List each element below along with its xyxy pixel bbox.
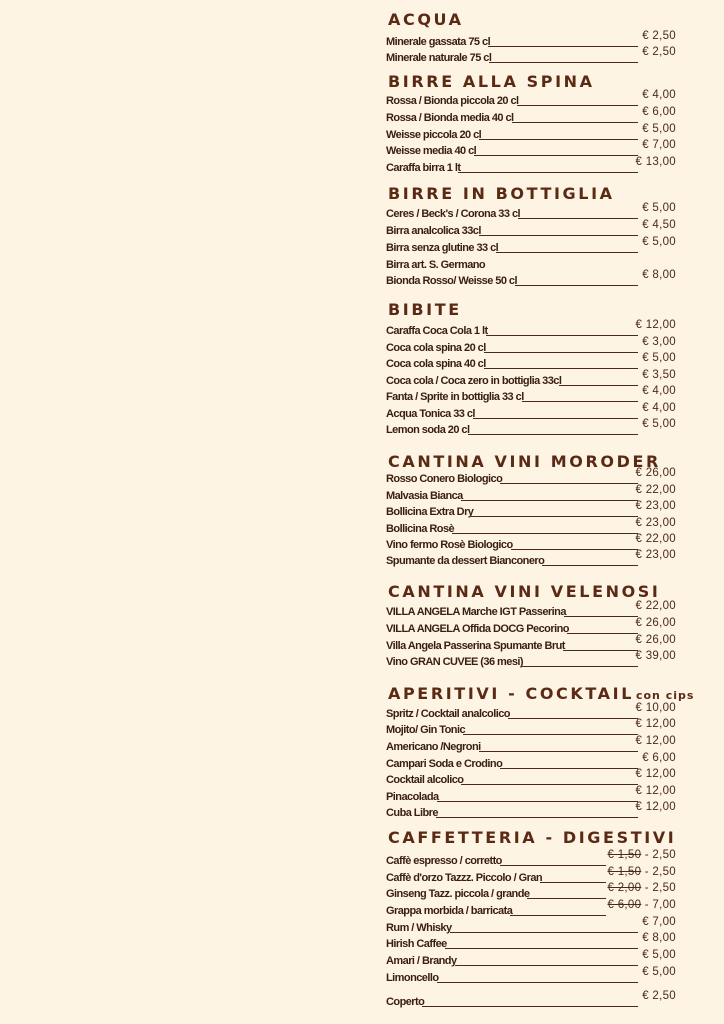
item-price-current: - 2,50 [644, 882, 676, 894]
item-price: € 23,00 [635, 517, 676, 529]
section-title [388, 72, 595, 92]
leader-line [484, 368, 638, 369]
item-price: € 26,00 [635, 617, 676, 629]
item-price: € 22,00 [635, 533, 676, 545]
menu-item [386, 801, 680, 821]
item-price-old: € 1,50 [607, 849, 642, 861]
item-price: € 8,00 [642, 932, 676, 944]
item-price: € 26,00 [635, 634, 676, 646]
item-name: Birra senza glutine 33 cl [386, 242, 499, 254]
item-name: Coperto [386, 996, 425, 1008]
item-name: Grappa morbida / barricata [386, 905, 513, 917]
item-price [608, 848, 677, 862]
item-name: Coca cola / Coca zero in bottiglia 33cl [386, 375, 562, 387]
item-name: Limoncello [386, 972, 439, 984]
leader-line [479, 139, 638, 140]
item-price: € 6,00 [642, 752, 676, 764]
menu-item [386, 402, 680, 422]
menu-item [386, 257, 680, 273]
menu-item [386, 899, 680, 919]
menu-item [386, 916, 680, 936]
item-name: Coca cola spina 40 cl [386, 358, 486, 370]
leader-line [452, 533, 638, 534]
item-price: € 4,00 [642, 402, 676, 414]
item-name: Rossa / Bionda media 40 cl [386, 112, 514, 124]
item-price: € 13,00 [635, 156, 676, 168]
item-price-old: € 2,00 [607, 882, 642, 894]
item-name: Vino fermo Rosè Biologico [386, 539, 513, 551]
item-name: Weisse media 40 cl [386, 145, 477, 157]
leader-line [468, 434, 638, 435]
item-price: € 5,00 [642, 352, 676, 364]
item-price: € 12,00 [635, 785, 676, 797]
leader-line [517, 105, 638, 106]
item-name: Malvasia Bianca [386, 490, 463, 502]
leader-line [512, 122, 638, 123]
section-title-text: CANTINA VINI MORODER [388, 452, 661, 471]
leader-line [455, 965, 638, 966]
menu-item [386, 932, 680, 952]
item-name: Birra art. S. Germano [386, 259, 486, 271]
item-price: € 10,00 [635, 702, 676, 714]
item-name: Caraffa birra 1 lt [386, 162, 461, 174]
section-title-text: BIRRE ALLA SPINA [388, 72, 595, 91]
item-name: Weisse piccola 20 cl [386, 129, 482, 141]
leader-line [567, 633, 638, 634]
item-price: € 4,00 [642, 385, 676, 397]
item-name: Cuba Libre [386, 807, 438, 819]
item-name: VILLA ANGELA Marche IGT Passerina [386, 606, 566, 618]
item-name: Cocktail alcolico [386, 774, 464, 786]
menu-item [386, 352, 680, 372]
leader-line [496, 252, 638, 253]
leader-line [522, 401, 638, 402]
item-price: € 4,00 [642, 89, 676, 101]
section-title [388, 582, 660, 602]
leader-line [479, 235, 638, 236]
item-name: Rossa / Bionda piccola 20 cl [386, 95, 519, 107]
item-price: € 2,50 [642, 990, 676, 1002]
leader-line [437, 982, 638, 983]
leader-line [511, 549, 638, 550]
item-name: Campari Soda e Crodino [386, 758, 503, 770]
item-price: € 2,50 [642, 46, 676, 58]
item-name: Spumante da dessert Bianconero [386, 555, 545, 567]
item-name: Lemon soda 20 cl [386, 424, 470, 436]
leader-line [489, 62, 638, 63]
menu-item [386, 269, 680, 289]
leader-line [564, 616, 638, 617]
menu-item [386, 46, 680, 66]
menu-item [386, 236, 680, 256]
item-price: € 22,00 [635, 600, 676, 612]
leader-line [461, 784, 638, 785]
item-price-current: - 2,50 [644, 866, 676, 878]
leader-line [563, 650, 638, 651]
leader-line [518, 218, 638, 219]
item-name: Vino GRAN CUVEE (36 mesi) [386, 656, 524, 668]
item-name: Fanta / Sprite in bottiglia 33 cl [386, 391, 524, 403]
leader-line [542, 565, 638, 566]
item-name: Americano /Negroni [386, 741, 481, 753]
item-name: Caraffa Coca Cola 1 lt [386, 325, 488, 337]
item-price [608, 881, 677, 895]
item-price: € 23,00 [635, 500, 676, 512]
item-price: € 5,00 [642, 202, 676, 214]
leader-line [461, 500, 638, 501]
item-name: Rosso Conero Biologico [386, 473, 503, 485]
item-name: Ceres / Beck's / Corona 33 cl [386, 208, 521, 220]
item-name: Villa Angela Passerina Spumante Brut [386, 640, 565, 652]
item-name: Minerale naturale 75 cl [386, 52, 492, 64]
item-price-current: - 2,50 [644, 849, 676, 861]
menu-item [386, 735, 680, 755]
item-name: Bollicina Rosè [386, 523, 455, 535]
leader-line [488, 46, 638, 47]
leader-line [559, 385, 638, 386]
leader-line [479, 751, 638, 752]
leader-line [500, 865, 606, 866]
item-name: Hirish Caffee [386, 938, 447, 950]
item-price: € 6,00 [642, 106, 676, 118]
item-price-current: - 7,00 [644, 899, 676, 911]
section-title [388, 10, 464, 30]
section-title [388, 828, 676, 848]
item-price: € 3,50 [642, 369, 676, 381]
item-name: Caffè espresso / corretto [386, 855, 502, 867]
item-price: € 22,00 [635, 484, 676, 496]
leader-line [471, 516, 638, 517]
item-name: Pinacolada [386, 791, 439, 803]
section-title-text: BIRRE IN BOTTIGLIA [388, 184, 615, 203]
menu-item [386, 319, 680, 339]
item-price: € 12,00 [635, 718, 676, 730]
section-title-suffix: con cips [635, 689, 695, 702]
leader-line [450, 932, 638, 933]
menu-item [386, 549, 680, 569]
item-name: Acqua Tonica 33 cl [386, 408, 475, 420]
item-name: Spritz / Cocktail analcolico [386, 708, 510, 720]
menu-item [386, 418, 680, 438]
leader-line [445, 948, 638, 949]
section-title-text: BIBITE [388, 300, 462, 319]
menu-item [386, 385, 680, 405]
menu-item [386, 106, 680, 126]
item-name: VILLA ANGELA Offida DOCG Pecorino [386, 623, 569, 635]
menu-item [386, 219, 680, 239]
leader-line [508, 718, 638, 719]
leader-line [474, 155, 638, 156]
menu-item [386, 336, 680, 356]
section-title-text: CAFFETTERIA - DIGESTIVI [388, 828, 677, 847]
item-price: € 8,00 [642, 269, 676, 281]
menu-item [386, 650, 680, 670]
item-name: Coca cola spina 20 cl [386, 342, 486, 354]
menu-item [386, 30, 680, 50]
item-price: € 39,00 [635, 650, 676, 662]
item-price [608, 865, 677, 879]
item-price: € 5,00 [642, 966, 676, 978]
item-name: Birra analcolica 33cl [386, 225, 481, 237]
leader-line [484, 352, 638, 353]
menu-item [386, 949, 680, 969]
section-title-text: APERITIVI - COCKTAIL [388, 684, 634, 703]
section-title [388, 452, 661, 472]
leader-line [422, 1006, 638, 1007]
item-price: € 5,00 [642, 949, 676, 961]
item-price: € 4,50 [642, 219, 676, 231]
item-price: € 5,00 [642, 123, 676, 135]
menu-item [386, 202, 680, 222]
item-price [608, 898, 677, 912]
item-price: € 5,00 [642, 418, 676, 430]
item-name: Minerale gassata 75 cl [386, 36, 491, 48]
leader-line [437, 801, 638, 802]
item-price: € 3,00 [642, 336, 676, 348]
leader-line [458, 172, 638, 173]
menu-item [386, 369, 680, 389]
item-price-old: € 1,50 [607, 866, 642, 878]
menu-item [386, 123, 680, 143]
section-title [388, 184, 615, 204]
item-name: Ginseng Tazz. piccola / grande [386, 888, 530, 900]
section-title [388, 300, 462, 320]
item-name: Bionda Rosso/ Weisse 50 cl [386, 275, 517, 287]
menu-item [386, 156, 680, 176]
item-price-old: € 6,00 [607, 899, 642, 911]
leader-line [500, 768, 638, 769]
section-title-text: CANTINA VINI VELENOSI [388, 582, 661, 601]
item-name: Rum / Whisky [386, 922, 452, 934]
menu-item [386, 89, 680, 109]
item-price: € 12,00 [635, 768, 676, 780]
leader-line [486, 335, 638, 336]
item-name: Amari / Brandy [386, 955, 457, 967]
leader-line [510, 915, 606, 916]
menu-item [386, 990, 680, 1010]
leader-line [436, 817, 638, 818]
leader-line [540, 882, 606, 883]
item-price: € 12,00 [635, 319, 676, 331]
item-price: € 12,00 [635, 801, 676, 813]
item-name: Caffè d'orzo Tazzz. Piccolo / Gran [386, 872, 543, 884]
item-price: € 5,00 [642, 236, 676, 248]
leader-line [515, 285, 638, 286]
leader-line [521, 666, 638, 667]
item-price: € 7,00 [642, 139, 676, 151]
menu-item [386, 966, 680, 986]
item-price: € 26,00 [635, 467, 676, 479]
item-price: € 2,50 [642, 30, 676, 42]
section-title-text: ACQUA [388, 10, 464, 29]
item-name: Bollicina Extra Dry [386, 506, 474, 518]
item-price: € 7,00 [642, 916, 676, 928]
leader-line [500, 483, 638, 484]
leader-line [463, 734, 638, 735]
item-name: Mojito/ Gin Tonic [386, 724, 466, 736]
leader-line [473, 418, 638, 419]
leader-line [527, 898, 606, 899]
item-price: € 23,00 [635, 549, 676, 561]
item-price: € 12,00 [635, 735, 676, 747]
